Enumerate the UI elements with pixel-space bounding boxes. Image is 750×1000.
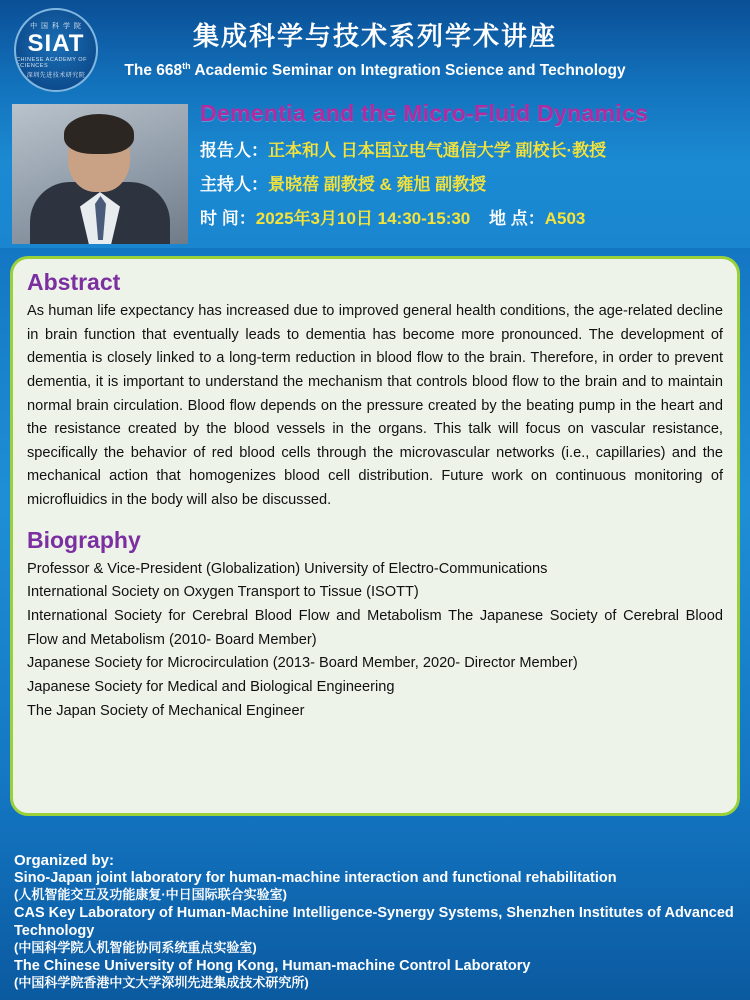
speaker-label: 报告人：: [200, 141, 268, 160]
host-label: 主持人：: [200, 175, 268, 194]
logo-sub-text: CHINESE ACADEMY OF SCIENCES: [16, 57, 87, 70]
poster-header: [0, 0, 750, 248]
organizer-3-en: The Chinese University of Hong Kong, Human-machine Control Laboratory: [14, 957, 531, 974]
speaker-value: 正本和人 日本国立电气通信大学 副校长·教授: [268, 141, 607, 160]
header-titles: [0, 0, 750, 80]
speaker-photo: [12, 104, 188, 244]
host-row: [200, 170, 740, 195]
host-value: 景晓蓓 副教授 & 雍旭 副教授: [268, 175, 487, 194]
organized-by-heading: Organized by:: [14, 851, 115, 869]
siat-logo: [14, 8, 98, 92]
time-value: 2025年3月10日 14:30-15:30: [255, 209, 471, 228]
speaker-row: [200, 136, 740, 161]
content-card: [10, 256, 740, 816]
time-label: 时 间：: [200, 209, 256, 228]
list-item: Japanese Society for Medical and Biological Engineering: [27, 678, 395, 695]
organizer-1-cn: (人机智能交互及功能康复·中日国际联合实验室): [14, 886, 287, 902]
series-title-cn: 集成科学与技术系列学术讲座: [192, 21, 557, 51]
photo-hair: [64, 114, 134, 154]
biography-heading: Biography: [27, 526, 141, 553]
series-title-en: [0, 61, 750, 80]
organizer-2-cn: (中国科学院人机智能协同系统重点实验室): [14, 940, 257, 956]
logo-top-text: 中 国 科 学 院: [30, 22, 82, 30]
list-item: International Society on Oxygen Transport to Tissue (ISOTT): [27, 584, 419, 601]
time-place-row: [200, 204, 740, 229]
organizer-1-en: Sino-Japan joint laboratory for human-machine interaction and functional rehabilitation: [14, 869, 617, 886]
organizer-3-cn: (中国科学院香港中文大学深圳先进集成技术研究所): [14, 975, 309, 991]
list-item: International Society for Cerebral Blood Flow and Metabolism The Japanese Society of Cerebral Blood Flow and Metabolism (2010- Board Member): [27, 608, 723, 648]
abstract-heading: Abstract: [27, 269, 121, 295]
biography-list: [27, 558, 723, 723]
list-item: The Japan Society of Mechanical Engineer: [27, 702, 305, 719]
seminar-title-rest: Academic Seminar on Integration Science and Technology: [190, 62, 626, 80]
list-item: Professor & Vice-President (Globalization) University of Electro-Communications: [27, 560, 548, 577]
list-item: Japanese Society for Microcirculation (2013- Board Member, 2020- Director Member): [27, 655, 578, 672]
seminar-number-suffix: th: [182, 61, 191, 71]
place-value: A503: [544, 209, 586, 228]
logo-acronym: SIAT: [27, 29, 85, 57]
poster-footer: [0, 842, 750, 1000]
talk-title: Dementia and the Micro-Fluid Dynamics: [200, 100, 649, 126]
place-label: 地 点：: [489, 209, 545, 228]
talk-info: [200, 100, 740, 229]
abstract-text: As human life expectancy has increased due to improved general health conditions, the age-related decline in brain function that eventually leads to dementia has become more pronounced. The development of dementia is closely linked to a long-term reduction in blood flow to the brain. Therefore, in order to prevent dementia, it is important to understand the mechanism that controls blood flow to the brain and to maintain normal brain circulation. Blood flow depends on the pressure created by the beating pump in the heart and the resistance created by the blood vessels in the organs. This talk will focus on vascular resistance, specifically the behavior of red blood cells through the microvascular networks (i.e., capillaries) and the mechanical action that homogenizes blood cell distribution. Future work on continuous monitoring of microfluidics in the body will also be discussed.: [27, 303, 723, 509]
logo-bottom-text: 深圳先进技术研究院: [26, 73, 86, 80]
seminar-number-prefix: The 668: [124, 62, 183, 80]
organizer-2-en: CAS Key Laboratory of Human-Machine Intelligence-Synergy Systems, Shenzhen Institutes of Advanced Technology: [14, 904, 734, 939]
